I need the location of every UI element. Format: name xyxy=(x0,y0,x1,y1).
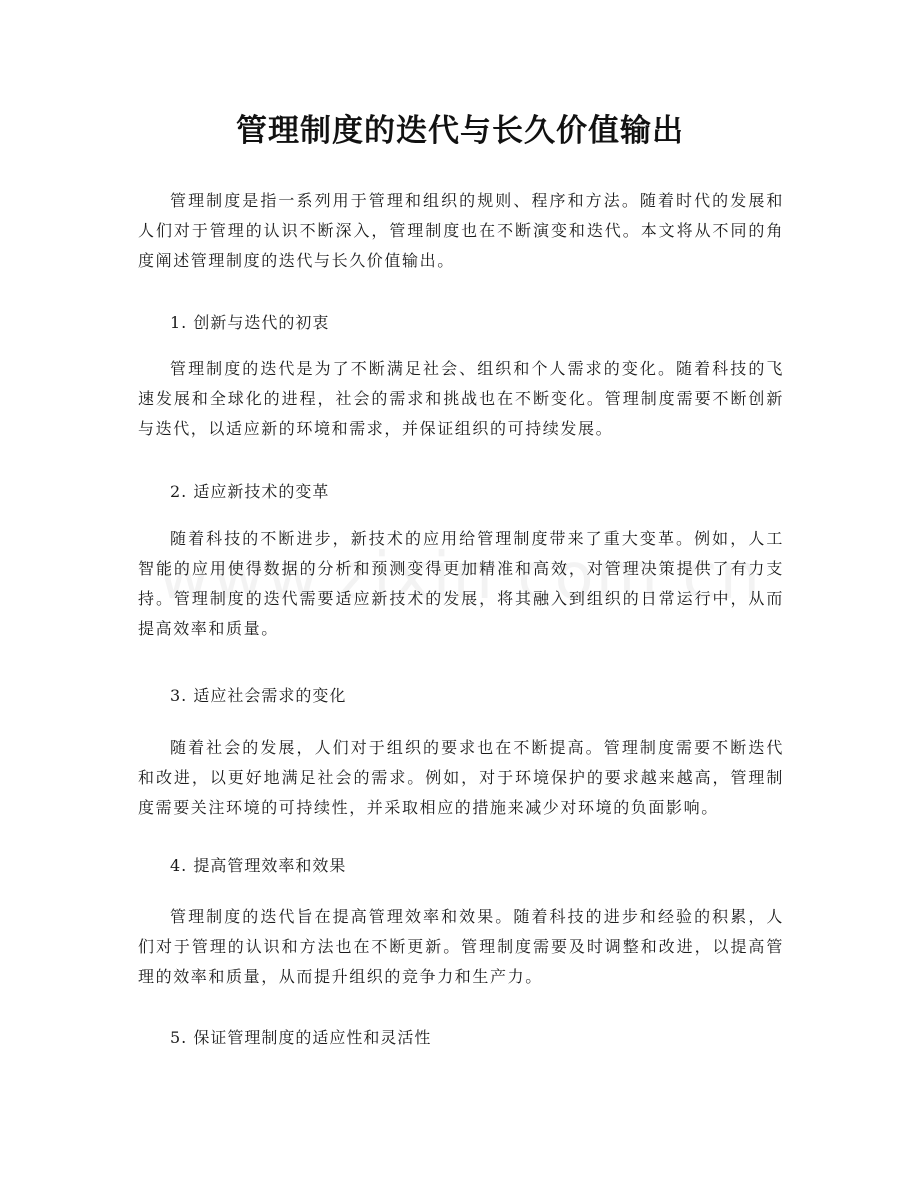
section-body-4: 管理制度的迭代旨在提高管理效率和效果。随着科技的进步和经验的积累，人们对于管理的认识和方法也在不断更新。管理制度需要及时调整和改进，以提高管理的效率和质量，从而提升组织的竞争力和生产力。 xyxy=(138,907,784,986)
section-body-3: 随着社会的发展，人们对于组织的要求也在不断提高。管理制度需要不断迭代和改进，以更好地满足社会的需求。例如，对于环境保护的要求越来越高，管理制度需要关注环境的可持续性，并采取相应的措施来减少对环境的负面影响。 xyxy=(138,738,784,817)
section-heading-4: 4. 提高管理效率和效果 xyxy=(170,856,347,875)
section-heading-1: 1. 创新与迭代的初衷 xyxy=(170,313,330,332)
section-heading-3: 3. 适应社会需求的变化 xyxy=(170,686,347,705)
section-heading-5: 5. 保证管理制度的适应性和灵活性 xyxy=(170,1028,432,1047)
intro-paragraph: 管理制度是指一系列用于管理和组织的规则、程序和方法。随着时代的发展和人们对于管理的认识不断深入，管理制度也在不断演变和迭代。本文将从不同的角度阐述管理制度的迭代与长久价值输出。 xyxy=(138,191,784,270)
section-body-1: 管理制度的迭代是为了不断满足社会、组织和个人需求的变化。随着科技的飞速发展和全球化的进程，社会的需求和挑战也在不断变化。管理制度需要不断创新与迭代，以适应新的环境和需求，并保证组织的可持续发展。 xyxy=(138,359,784,438)
section-heading-2: 2. 适应新技术的变革 xyxy=(170,482,330,501)
page-title: 管理制度的迭代与长久价值输出 xyxy=(236,113,684,149)
section-body-2: 随着科技的不断进步，新技术的应用给管理制度带来了重大变革。例如，人工智能的应用使得数据的分析和预测变得更加精准和高效，对管理决策提供了有力支持。管理制度的迭代需要适应新技术的发展，将其融入到组织的日常运行中，从而提高效率和质量。 xyxy=(138,529,784,638)
